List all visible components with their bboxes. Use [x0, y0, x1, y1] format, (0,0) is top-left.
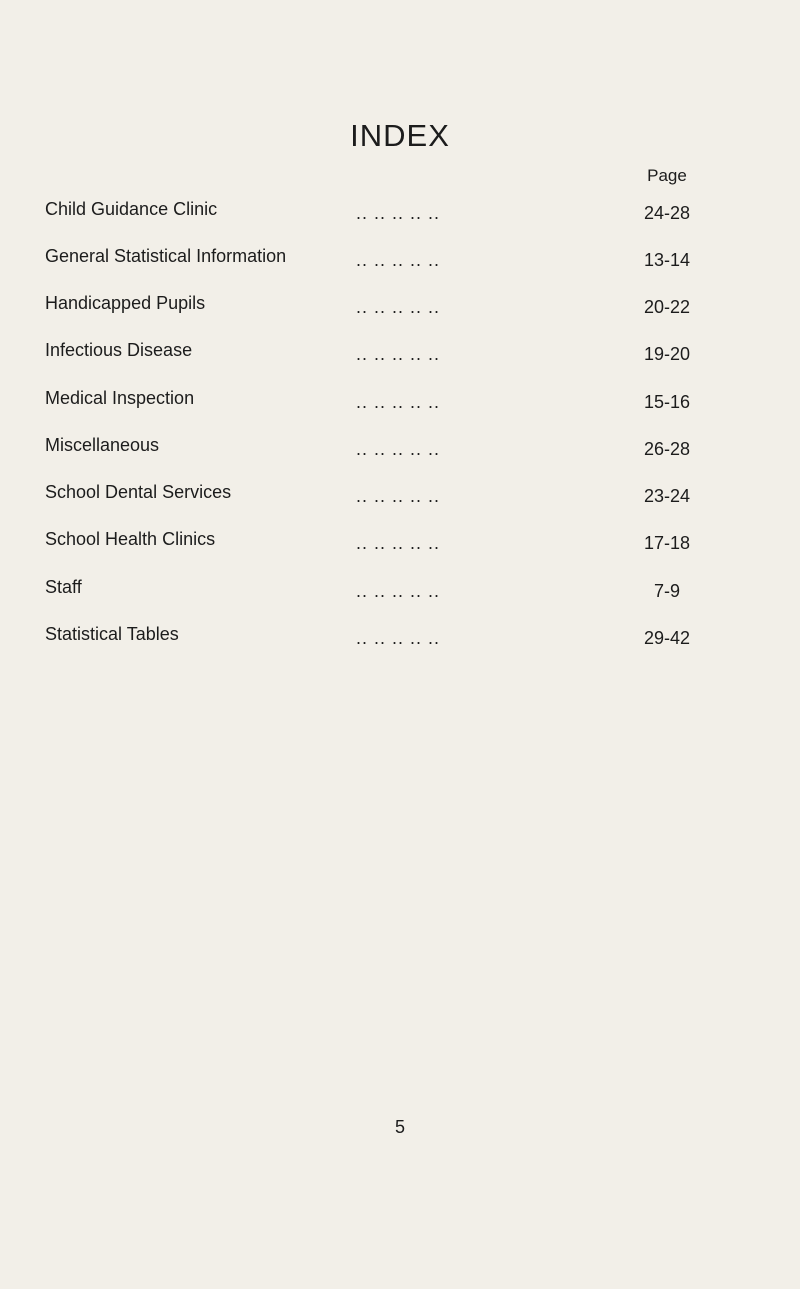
index-entry-label: School Health Clinics [45, 529, 216, 549]
index-entry-pages: 15-16 [643, 392, 691, 412]
index-entry-pages: 29-42 [643, 628, 691, 648]
index-entry [0, 435, 800, 465]
index-entry-pages: 13-14 [643, 250, 691, 270]
dot-leader: .. .. .. .. .. [356, 581, 441, 601]
index-entry [0, 293, 800, 323]
dot-leader: .. .. .. .. .. [356, 628, 441, 648]
dot-leader: .. .. .. .. .. [356, 250, 441, 270]
page-title: INDEX [350, 118, 450, 153]
index-entry-pages: 17-18 [643, 533, 691, 553]
index-entry [0, 340, 800, 370]
dot-leader: .. .. .. .. .. [356, 486, 441, 506]
index-entry-label: Staff [45, 577, 82, 597]
page-column-heading: Page [647, 166, 687, 185]
index-entry-pages: 23-24 [643, 486, 691, 506]
dot-leader: .. .. .. .. .. [356, 439, 441, 459]
index-entry-label: Child Guidance Clinic [45, 199, 218, 219]
index-entry-label: School Dental Services [45, 482, 232, 502]
index-entry-label: General Statistical Information [45, 246, 287, 266]
index-entry-pages: 26-28 [643, 439, 691, 459]
index-entry-pages: 20-22 [643, 297, 691, 317]
dot-leader: .. .. .. .. .. [356, 344, 441, 364]
index-entry-label: Miscellaneous [45, 435, 160, 455]
index-entry [0, 577, 800, 607]
index-entry [0, 529, 800, 559]
dot-leader: .. .. .. .. .. [356, 392, 441, 412]
index-entry-label: Infectious Disease [45, 340, 193, 360]
index-entry-label: Medical Inspection [45, 388, 195, 408]
dot-leader: .. .. .. .. .. [356, 203, 441, 223]
index-entry-label: Statistical Tables [45, 624, 179, 644]
dot-leader: .. .. .. .. .. [356, 297, 441, 317]
index-entry-pages: 24-28 [643, 203, 691, 223]
index-entry [0, 624, 800, 654]
index-entry-pages: 7-9 [653, 581, 680, 601]
index-entry [0, 482, 800, 512]
index-entry-label: Handicapped Pupils [45, 293, 206, 313]
index-entry [0, 388, 800, 418]
dot-leader: .. .. .. .. .. [356, 533, 441, 553]
page-number: 5 [394, 1117, 405, 1137]
index-entry [0, 246, 800, 276]
index-entry [0, 199, 800, 229]
index-entry-pages: 19-20 [643, 344, 691, 364]
